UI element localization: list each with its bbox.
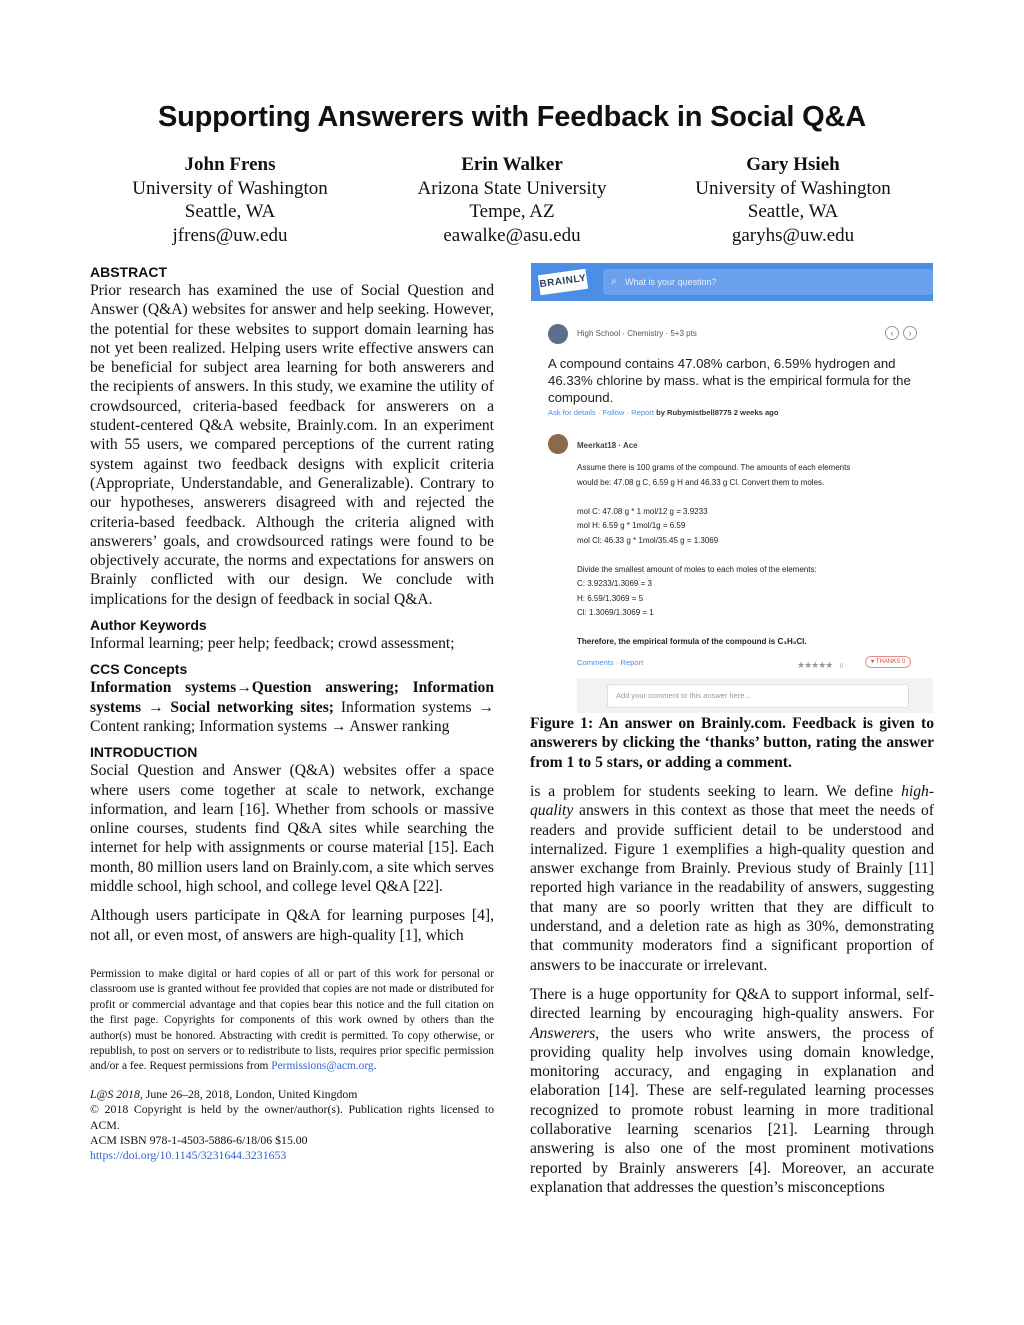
asker-avatar — [548, 324, 568, 344]
question-meta: High School · Chemistry · 5+3 pts — [577, 329, 697, 338]
answer-line: Divide the smallest amount of moles to each moles of the elements: — [577, 564, 817, 574]
figure-caption: Figure 1: An answer on Brainly.com. Feedback is given to answerers by clicking the ‘thanks’ button, rating the answer from 1 to 5 stars, or adding a comment. — [530, 715, 934, 771]
isbn-line: ACM ISBN 978-1-4503-5886-6/18/06 $15.00 — [90, 1132, 308, 1147]
intro-paragraph-1: Social Question and Answer (Q&A) websites offer a space where users come together at scale to network, exchange information, and learn [16]. Whether from schools or massive online courses, students find Q&A sites while searching the internet for help with assignments or course material [15]. Each month, 80 million users land on Brainly.com, a site which serves middle school, high school, and college level Q&A [22]. — [90, 762, 494, 896]
comment-input[interactable]: Add your comment to this answer here... — [607, 684, 909, 708]
abstract-text: Prior research has examined the use of Social Question and Answer (Q&A) websites for answer and help seeking. However, the potential for these websites to support domain learning has not yet been realized. Helping users write effective answers can be beneficial for subject area learning for both answerers and the recipients of answers. In this study, we examine the utility of crowdsourced, criteria-based feedback for answerers on a student-centered Q&A website, Brainly.com. In an experiment with 55 users, we compared perceptions of the current rating system against two feedback designs with explicit criteria (Appropriate, Understandable, and Generalizable). Contrary to our hypotheses, answerers disagreed with and rejected the criteria-based feedback. Although the criteria aligned with answerers’ goals, and crowdsourced ratings were found to be objectively accurate, the norms and expectations for answers on Brainly conflicted with our design. We conclude with implications for the design of feedback in social Q&A. — [90, 282, 494, 608]
text-run: There is a huge opportunity for Q&A to support informal, self-directed learning by encouraging high-quality answers. For — [530, 985, 934, 1023]
answer-body — [577, 461, 922, 650]
author-location: Seattle, WA — [184, 201, 276, 222]
question-actions[interactable]: Ask for details · Follow · Report — [548, 408, 654, 417]
answer-line: mol C: 47.08 g * 1 mol/12 g = 3.9233 — [577, 506, 708, 516]
permission-notice — [90, 967, 494, 1075]
answer-line: H: 6.59/1.3069 = 5 — [577, 593, 644, 603]
author-name: Erin Walker — [461, 154, 563, 175]
text-run: is a problem for students seeking to learn. We define — [530, 783, 902, 800]
permission-text: Permission to make digital or hard copies of all or part of this work for personal or classroom use is granted without fee provided that copies are not made or distributed for profit or commercial advantage and that copies bear this notice and the full citation on the first page. Copyrights for components of this work owned by others than the author(s) must be honored. Abstracting with credit is permitted. To copy otherwise, or republish, to post on servers or to redistribute to lists, requires prior specific permission and/or a fee. Request permissions from — [90, 967, 494, 1073]
answer-line: Cl: 1.3069/1.3069 = 1 — [577, 608, 654, 617]
author-affiliation: University of Washington — [695, 177, 891, 199]
author-location: Tempe, AZ — [469, 201, 555, 222]
copyright-line: © 2018 Copyright is held by the owner/author(s). Publication rights licensed to ACM. — [90, 1102, 494, 1132]
right-paragraph-1 — [530, 782, 934, 975]
doi-link[interactable]: https://doi.org/10.1145/3231644.3231653 — [90, 1148, 287, 1163]
text-run: , the users who write answers, the process of providing quality help involves using domain knowledge, monitoring accuracy, and engaging in explanation and elaboration [14]. These are self-regulated learning processes recognized to promote robust learning in more traditional collaborative learning scenarios [21]. Learning through answering is also one of the most prominent motivations reported by Brainly answerers [4]. Moreover, an accurate explanation that addresses the question’s misconceptions — [530, 1024, 934, 1196]
author-location: Seattle, WA — [747, 201, 839, 222]
conference-info — [90, 1087, 494, 1164]
author-block-2 — [362, 153, 662, 247]
abstract-heading: ABSTRACT — [90, 264, 167, 280]
search-icon: ⌕ — [611, 276, 617, 287]
venue-date: June 26–28, 2018, London, United Kingdom — [142, 1086, 358, 1101]
author-block-3 — [643, 153, 943, 247]
author-name: John Frens — [184, 154, 276, 175]
ccs-text — [90, 678, 494, 736]
author-email: garyhs@uw.edu — [731, 224, 855, 246]
answer-actions[interactable]: Comments · Report — [577, 658, 644, 667]
text-run: answers in this context as those that meet the needs of readers and provide sufficient detail to be understood and internalized. Figure 1 exemplifies a high-quality question and answer exchange from Brainly. Previous study of Brainly [11] reported high variance in the readability of answers, suggesting that many are so poorly written that they are difficult to understand, and a deletion rate as high as 30%, demonstrating that community moderators find a significant proportion of answers to be inaccurate or irrelevant. — [530, 802, 934, 974]
asked-by: by Rubymistbell8775 2 weeks ago — [656, 408, 779, 417]
answer-conclusion: Therefore, the empirical formula of the compound is C₃H₅Cl. — [577, 637, 807, 646]
author-email: eawalke@asu.edu — [443, 224, 581, 246]
left-column — [90, 263, 494, 1164]
question-links — [548, 408, 918, 417]
answer-spacer — [577, 548, 922, 563]
keywords-text: Informal learning; peer help; feedback; crowd assessment; — [90, 635, 455, 653]
answer-spacer — [577, 490, 922, 505]
intro-heading: INTRODUCTION — [90, 744, 198, 761]
permissions-email-link[interactable]: Permissions@acm.org — [271, 1060, 374, 1073]
rating-count: 0 — [839, 664, 844, 670]
thanks-button[interactable]: ♥ THANKS 0 — [865, 656, 911, 668]
conference-venue — [90, 1087, 494, 1102]
paper-title: Supporting Answerers with Feedback in Social Q&A — [157, 101, 866, 133]
author-name: Gary Hsieh — [746, 154, 840, 175]
ccs-bold: Information systems→Question answering; Information systems → Social networking sites; — [90, 679, 494, 716]
answer-line: would be: 47.08 g C, 6.59 g H and 46.33 g Cl. Convert them to moles. — [577, 477, 825, 487]
ccs-heading: CCS Concepts — [90, 661, 188, 678]
star-rating[interactable] — [797, 655, 843, 673]
right-column — [530, 782, 934, 1197]
answerer-name: Meerkat18 · Ace — [577, 441, 638, 450]
answer-line: C: 3.9233/1.3069 = 3 — [577, 579, 652, 588]
search-placeholder: What is your question? — [625, 277, 717, 287]
answer-line: mol H: 6.59 g * 1mol/1g = 6.59 — [577, 521, 686, 530]
figure-brainly-screenshot — [531, 263, 933, 713]
ccs-normal: Information systems → Content ranking; Information systems → Answer ranking — [90, 698, 494, 735]
question-text: A compound contains 47.08% carbon, 6.59% hydrogen and 46.33% chlorine by mass. what is the empirical formula for the compound. — [548, 356, 911, 405]
right-paragraph-2 — [530, 985, 934, 1197]
author-block-1 — [80, 153, 380, 247]
search-input[interactable] — [603, 269, 933, 295]
brainly-logo: BRAINLY — [538, 269, 588, 295]
comment-area — [577, 678, 933, 713]
emphasis: high-quality — [530, 783, 934, 820]
answerer-avatar — [548, 434, 568, 454]
brainly-header — [531, 263, 933, 301]
permission-end: . — [373, 1060, 377, 1073]
author-email: jfrens@uw.edu — [172, 224, 288, 246]
answer-spacer — [577, 621, 922, 636]
venue-name: L@S 2018, — [90, 1086, 143, 1101]
emphasis: Answerers — [530, 1024, 596, 1042]
chevron-left-icon[interactable]: ‹ — [885, 326, 899, 340]
author-affiliation: University of Washington — [132, 177, 328, 199]
intro-paragraph-2: Although users participate in Q&A for learning purposes [4], not all, or even most, of answers are high-quality [1], which — [90, 907, 494, 944]
author-affiliation: Arizona State University — [417, 177, 607, 199]
keywords-heading: Author Keywords — [90, 617, 207, 634]
answer-line: mol Cl: 46.33 g * 1mol/35.45 g = 1.3069 — [577, 535, 719, 545]
star-icon[interactable]: ★★★★★ — [797, 660, 833, 670]
answer-line: Assume there is 100 grams of the compound. The amounts of each elements — [577, 463, 851, 472]
chevron-right-icon[interactable]: › — [903, 326, 917, 340]
